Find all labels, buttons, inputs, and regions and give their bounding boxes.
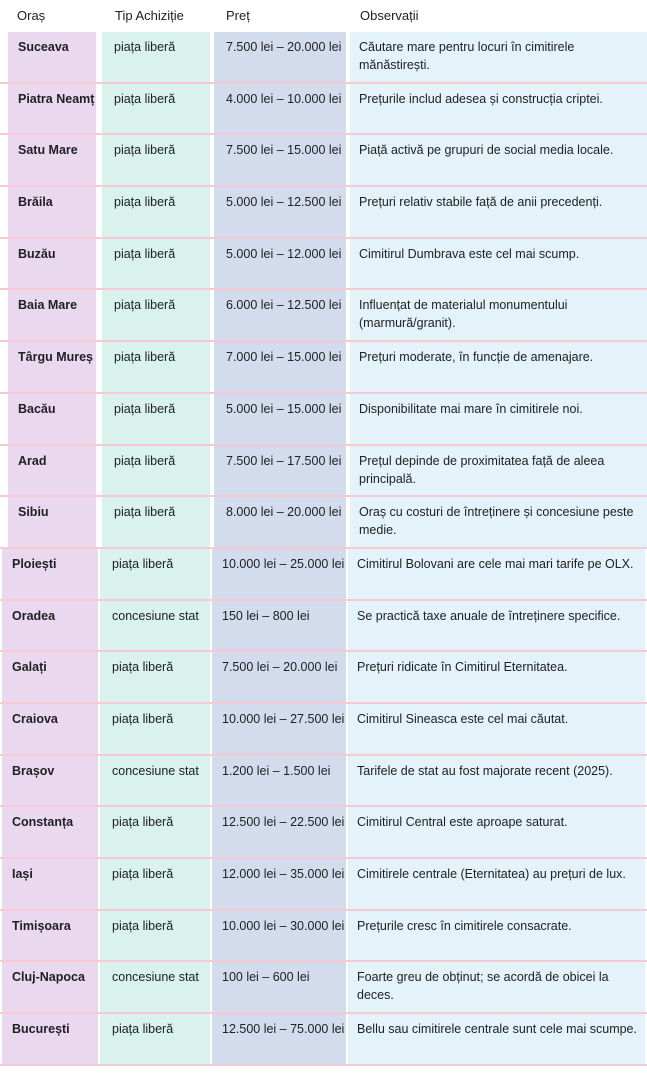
notes-cell: Cimitirul Sineasca este cel mai căutat. [348,704,645,754]
price-range-cell: 4.000 lei – 10.000 lei [214,84,346,134]
notes-cell: Cimitirul Central este aproape saturat. [348,807,645,857]
city-cell: Bacău [8,394,96,444]
notes-cell: Căutare mare pentru locuri în cimitirele mănăstirești. [350,32,647,82]
price-range-cell: 5.000 lei – 12.000 lei [214,239,346,289]
city-cell: Târgu Mureș [8,342,96,392]
acquisition-type-cell: piața liberă [100,704,210,754]
notes-cell: Oraș cu costuri de întreținere și concesiune peste medie. [350,497,647,547]
table-row [0,756,647,808]
price-range-cell: 100 lei – 600 lei [212,962,346,1012]
acquisition-type-cell: piața liberă [100,859,210,909]
notes-cell: Cimitirul Dumbrava este cel mai scump. [350,239,647,289]
acquisition-type-cell: piața liberă [102,290,210,340]
table-row [0,290,647,342]
notes-cell: Disponibilitate mai mare în cimitirele noi. [350,394,647,444]
city-cell: Ploiești [2,549,98,599]
price-range-cell: 5.000 lei – 15.000 lei [214,394,346,444]
acquisition-type-cell: piața liberă [102,84,210,134]
acquisition-type-cell: piața liberă [102,394,210,444]
price-range-cell: 150 lei – 800 lei [212,601,346,651]
table-header [0,0,647,32]
table-row [0,1014,647,1066]
price-range-cell: 1.200 lei – 1.500 lei [212,756,346,806]
acquisition-type-cell: concesiune stat [100,756,210,806]
city-cell: Suceava [8,32,96,82]
notes-cell: Tarifele de stat au fost majorate recent (2025). [348,756,645,806]
table-row [0,187,647,239]
acquisition-type-cell: concesiune stat [100,601,210,651]
table-row [0,497,647,549]
city-cell: Timișoara [2,911,98,961]
city-cell: Baia Mare [8,290,96,340]
price-range-cell: 12.500 lei – 22.500 lei [212,807,346,857]
table-row [0,807,647,859]
table-row [0,601,647,653]
city-cell: Piatra Neamț [8,84,96,134]
price-range-cell: 7.500 lei – 20.000 lei [214,32,346,82]
price-range-cell: 8.000 lei – 20.000 lei [214,497,346,547]
price-range-cell: 12.500 lei – 75.000 lei [212,1014,346,1064]
notes-cell: Foarte greu de obținut; se acordă de obicei la deces. [348,962,645,1012]
price-range-cell: 12.000 lei – 35.000 lei [212,859,346,909]
acquisition-type-cell: piața liberă [102,32,210,82]
price-range-cell: 7.500 lei – 20.000 lei [212,652,346,702]
city-cell: București [2,1014,98,1064]
city-cell: Oradea [2,601,98,651]
price-range-cell: 6.000 lei – 12.500 lei [214,290,346,340]
city-cell: Craiova [2,704,98,754]
table-row [0,394,647,446]
table-row [0,962,647,1014]
acquisition-type-cell: piața liberă [100,807,210,857]
acquisition-type-cell: piața liberă [100,911,210,961]
notes-cell: Prețurile includ adesea și construcția criptei. [350,84,647,134]
table-row [0,446,647,498]
notes-cell: Prețurile cresc în cimitirele consacrate. [348,911,645,961]
price-range-cell: 7.500 lei – 17.500 lei [214,446,346,496]
notes-cell: Cimitirele centrale (Eternitatea) au prețuri de lux. [348,859,645,909]
price-range-cell: 10.000 lei – 27.500 lei [212,704,346,754]
price-range-cell: 5.000 lei – 12.500 lei [214,187,346,237]
city-cell: Brașov [2,756,98,806]
table-row [0,652,647,704]
acquisition-type-cell: piața liberă [102,135,210,185]
price-range-cell: 10.000 lei – 30.000 lei [212,911,346,961]
table-row [0,32,647,84]
notes-cell: Influențat de materialul monumentului (marmură/granit). [350,290,647,340]
acquisition-type-cell: piața liberă [100,1014,210,1064]
city-cell: Cluj-Napoca [2,962,98,1012]
notes-cell: Prețuri ridicate în Cimitirul Eternitatea. [348,652,645,702]
city-cell: Brăila [8,187,96,237]
city-cell: Galați [2,652,98,702]
acquisition-type-cell: piața liberă [102,187,210,237]
header-city: Oraș [17,8,46,23]
notes-cell: Prețuri relativ stabile față de anii precedenți. [350,187,647,237]
city-cell: Buzău [8,239,96,289]
city-cell: Sibiu [8,497,96,547]
header-notes: Observații [360,8,419,23]
table-row [0,549,647,601]
table-body [0,32,647,1066]
acquisition-type-cell: piața liberă [100,549,210,599]
acquisition-type-cell: piața liberă [102,342,210,392]
header-price: Preț [226,8,250,23]
acquisition-type-cell: piața liberă [102,239,210,289]
acquisition-type-cell: piața liberă [102,446,210,496]
acquisition-type-cell: concesiune stat [100,962,210,1012]
table-row [0,859,647,911]
table-row [0,135,647,187]
notes-cell: Prețuri moderate, în funcție de amenajare. [350,342,647,392]
acquisition-type-cell: piața liberă [100,652,210,702]
table-row [0,84,647,136]
notes-cell: Cimitirul Bolovani are cele mai mari tarife pe OLX. [348,549,645,599]
city-cell: Constanța [2,807,98,857]
notes-cell: Piață activă pe grupuri de social media locale. [350,135,647,185]
city-cell: Satu Mare [8,135,96,185]
notes-cell: Bellu sau cimitirele centrale sunt cele mai scumpe. [348,1014,645,1064]
notes-cell: Se practică taxe anuale de întreținere specifice. [348,601,645,651]
notes-cell: Prețul depinde de proximitatea față de aleea principală. [350,446,647,496]
price-range-cell: 7.500 lei – 15.000 lei [214,135,346,185]
header-type: Tip Achiziție [115,8,184,23]
city-cell: Iași [2,859,98,909]
city-cell: Arad [8,446,96,496]
acquisition-type-cell: piața liberă [102,497,210,547]
table-row [0,704,647,756]
price-range-cell: 7.000 lei – 15.000 lei [214,342,346,392]
table-row [0,239,647,291]
table-row [0,911,647,963]
table-row [0,342,647,394]
price-range-cell: 10.000 lei – 25.000 lei [212,549,346,599]
